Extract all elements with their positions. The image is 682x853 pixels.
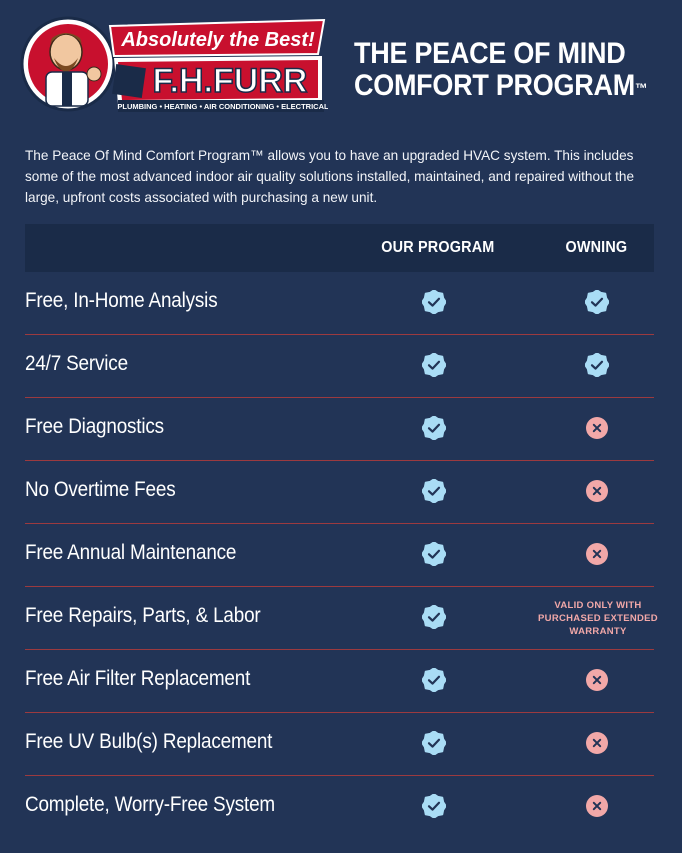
check-badge-icon (422, 542, 446, 566)
owning-cell (585, 668, 609, 692)
program-cell (422, 479, 446, 503)
x-circle-icon (585, 542, 609, 566)
x-circle-icon (585, 416, 609, 440)
logo-brand: F.H.FURR (152, 62, 308, 100)
table-body (25, 272, 658, 838)
check-badge-icon (422, 479, 446, 503)
feature-label: 24/7 Service (25, 352, 128, 375)
icon-graphic (585, 542, 609, 566)
check-badge-icon (422, 353, 446, 377)
column-header-owning: OWNING (565, 239, 628, 256)
program-cell (422, 353, 446, 377)
feature-label: Complete, Worry-Free System (25, 793, 276, 816)
trademark-mark: ™ (634, 80, 648, 96)
program-cell (422, 668, 446, 692)
check-badge-icon (422, 794, 446, 818)
program-cell (422, 731, 446, 755)
owning-cell (585, 290, 609, 314)
check-badge-icon (585, 353, 609, 377)
table-row (25, 335, 654, 398)
icon-graphic (422, 290, 446, 314)
icon-graphic (585, 731, 609, 755)
owning-cell (585, 479, 609, 503)
icon-graphic (422, 542, 446, 566)
logo-tagline: Absolutely the Best! (121, 29, 315, 51)
check-badge-icon (585, 290, 609, 314)
table-row (25, 398, 654, 461)
icon-graphic (585, 353, 609, 377)
fh-furr-logo[interactable] (18, 14, 328, 114)
logo-graphic (18, 14, 328, 114)
check-badge-icon (422, 290, 446, 314)
owning-cell (585, 416, 609, 440)
feature-label: Free, In-Home Analysis (25, 289, 218, 312)
icon-graphic (422, 479, 446, 503)
icon-graphic (585, 290, 609, 314)
icon-graphic (422, 731, 446, 755)
icon-graphic (585, 416, 609, 440)
x-circle-icon (585, 731, 609, 755)
header (0, 0, 682, 130)
table-row (25, 461, 654, 524)
feature-label: Free Diagnostics (25, 415, 164, 438)
intro-paragraph: The Peace Of Mind Comfort Program™ allows you to have an upgraded HVAC system. This includes some of the most advanced indoor air quality solutions installed, maintained, and repaired without the large, upfront costs associated with purchasing a new unit. (25, 148, 635, 205)
owning-cell (585, 794, 609, 818)
title-line-1: THE PEACE OF MIND (354, 37, 626, 70)
icon-graphic (585, 794, 609, 818)
icon-graphic (585, 479, 609, 503)
check-badge-icon (422, 605, 446, 629)
program-cell (422, 542, 446, 566)
owning-cell (585, 731, 609, 755)
table-row (25, 776, 654, 838)
table-header (25, 224, 654, 272)
table-row (25, 524, 654, 587)
feature-label: Free Annual Maintenance (25, 541, 237, 564)
program-cell (422, 794, 446, 818)
page-title (354, 37, 648, 102)
program-cell (422, 290, 446, 314)
icon-graphic (422, 353, 446, 377)
owning-note: VALID ONLY WITH PURCHASED EXTENDED WARRANTY (538, 600, 658, 637)
column-header-our-program: OUR PROGRAM (381, 239, 495, 256)
icon-graphic (422, 605, 446, 629)
feature-label: Free Air Filter Replacement (25, 667, 251, 690)
owning-cell (585, 353, 609, 377)
program-cell (422, 416, 446, 440)
icon-graphic (585, 668, 609, 692)
feature-label: No Overtime Fees (25, 478, 176, 501)
check-badge-icon (422, 416, 446, 440)
title-line-2-text: COMFORT PROGRAM (354, 69, 635, 102)
logo-services: PLUMBING • HEATING • AIR CONDITIONING • ELECTRICAL (117, 102, 328, 111)
table-row (25, 587, 658, 650)
icon-graphic (422, 668, 446, 692)
program-cell (422, 605, 446, 629)
table-row (25, 650, 654, 713)
feature-label: Free Repairs, Parts, & Labor (25, 604, 261, 627)
table-row (25, 272, 654, 335)
feature-label: Free UV Bulb(s) Replacement (25, 730, 273, 753)
title-line-2 (354, 69, 648, 102)
check-badge-icon (422, 731, 446, 755)
owning-cell (585, 542, 609, 566)
x-circle-icon (585, 479, 609, 503)
check-badge-icon (422, 668, 446, 692)
comparison-table (25, 224, 658, 838)
x-circle-icon (585, 668, 609, 692)
icon-graphic (422, 794, 446, 818)
table-row (25, 713, 654, 776)
icon-graphic (422, 416, 446, 440)
x-circle-icon (585, 794, 609, 818)
